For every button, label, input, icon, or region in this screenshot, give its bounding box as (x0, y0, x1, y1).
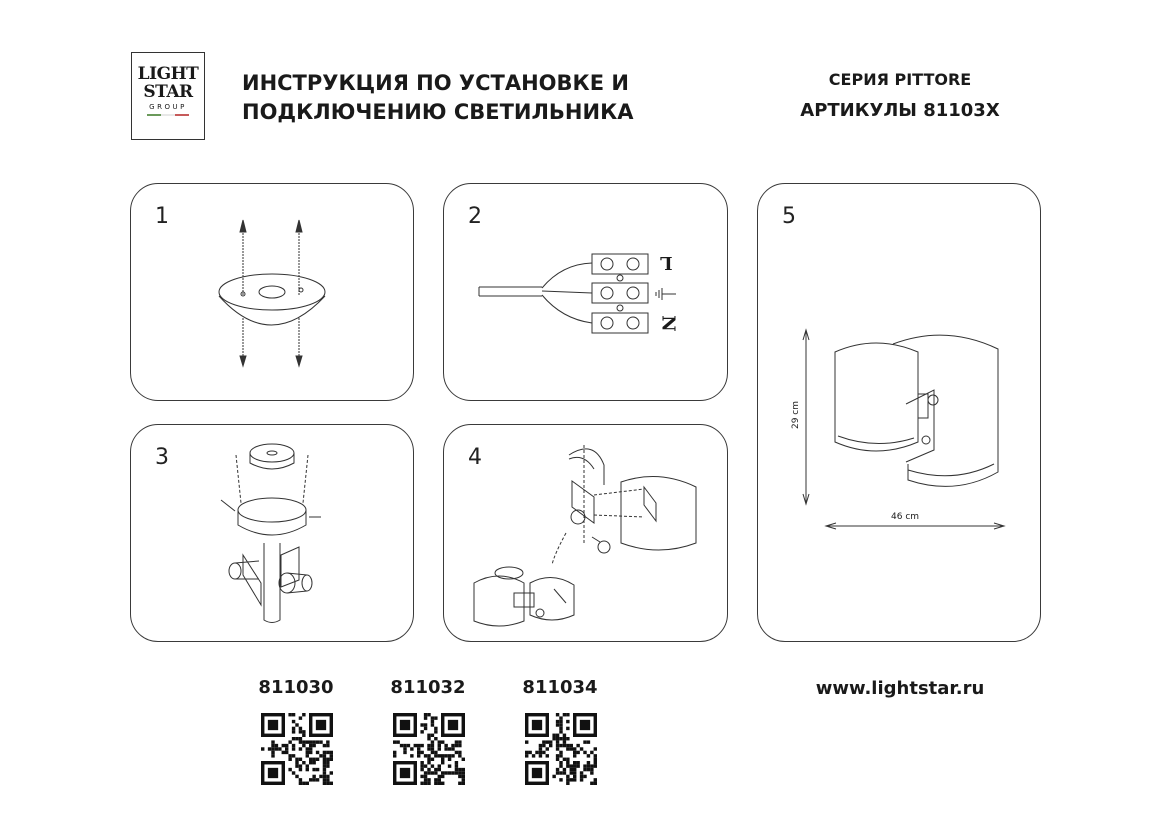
brand-logo (131, 52, 205, 140)
step-5-panel (757, 183, 1041, 642)
article-label: АРТИКУЛЫ 81103X (800, 100, 1000, 121)
qr-code-811032-icon[interactable] (393, 713, 465, 785)
qr-code-811034-icon[interactable] (525, 713, 597, 785)
wiring-diagram (444, 184, 729, 402)
logo-line-1: LIGHT (137, 64, 199, 84)
code-811030: 811030 (258, 677, 334, 698)
logo-line-2: STAR (143, 82, 193, 102)
step-1-number: 1 (155, 204, 169, 229)
terminal-label-l: L (660, 252, 673, 273)
step-1-panel (130, 183, 414, 401)
assembly-diagram (131, 425, 415, 643)
mounting-plate-diagram (131, 184, 415, 402)
width-dimension-label: 46 cm (891, 512, 920, 522)
page-title: ИНСТРУКЦИЯ ПО УСТАНОВКЕ И ПОДКЛЮЧЕНИЮ СВЕТИЛЬНИКА (242, 71, 634, 124)
series-label: СЕРИЯ PITTORE (828, 70, 972, 89)
logo-flag-stripe (132, 114, 204, 116)
code-811032: 811032 (390, 677, 466, 698)
code-811034: 811034 (522, 677, 598, 698)
step-5-number: 5 (782, 204, 796, 229)
height-dimension-label: 29 cm (791, 400, 801, 430)
step-3-panel (130, 424, 414, 642)
terminal-label-n: N (657, 315, 679, 332)
qr-code-811030-icon[interactable] (261, 713, 333, 785)
step-4-panel (443, 424, 728, 642)
step-3-number: 3 (155, 445, 169, 470)
step-2-number: 2 (468, 204, 482, 229)
step-2-panel (443, 183, 728, 401)
step-4-number: 4 (468, 445, 482, 470)
logo-line-3: GROUP (149, 103, 187, 111)
website-link[interactable]: www.lightstar.ru (815, 678, 985, 699)
shade-installation-diagram (444, 425, 729, 643)
